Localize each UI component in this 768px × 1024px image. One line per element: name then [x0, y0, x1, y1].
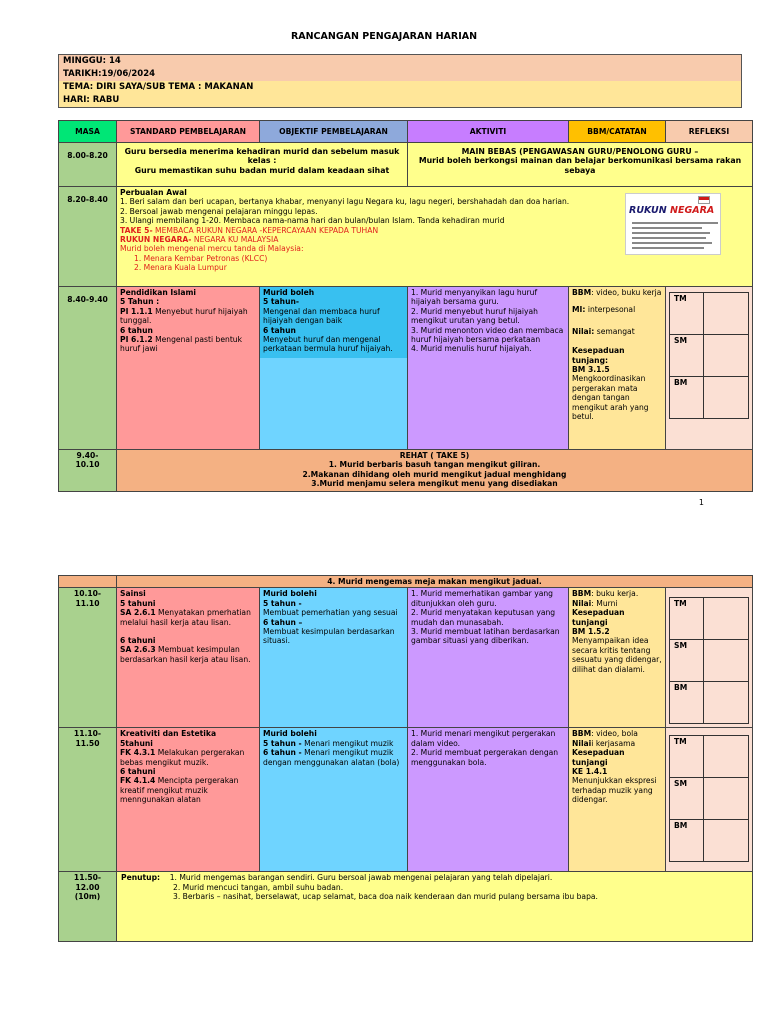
bbm-cell: BBM: buku kerja. Nilai: Murni Kesepaduan tunjangi BM 1.5.2 Menyampaikan idea secara kritis tentang sesuatu yang didengar, dilihat dan dialami.: [569, 588, 666, 728]
refleksi-tm: TM: [670, 293, 704, 335]
std-item: PI 6.1.2 Mengenal pasti bentuk huruf jawi: [120, 335, 243, 354]
perbualan-item: 1. Beri salam dan beri ucapan, bertanya khabar, menyanyi lagu Negara ku, lagu negeri, bershahadah dan doa harian.: [120, 197, 570, 207]
refleksi-grid: [669, 735, 749, 862]
page-number: 1: [698, 498, 704, 507]
take5-line: TAKE 5- MEMBACA RUKUN NEGARA -KEPERCAYAAN KEPADA TUHAN: [120, 225, 379, 235]
kesepaduan-code: BM 3.1.5: [572, 365, 610, 375]
perbualan-item: 2. Bersoal jawab mengenai pelajaran minggu lepas.: [120, 206, 318, 216]
aktiviti-item: 1. Murid memerhatikan gambar yang ditunjukkan oleh guru.: [411, 589, 553, 608]
age-label: 5 tahuni: [120, 598, 156, 608]
col-header-aktiviti: AKTIVITI: [408, 121, 569, 143]
refleksi-grid: [669, 597, 749, 724]
page-title: RANCANGAN PENGAJARAN HARIAN: [290, 31, 478, 42]
age-label: 6 tahun –: [263, 617, 303, 627]
objektif-text: Menyebut huruf dan mengenal perkataan bermula huruf hijaiyah.: [263, 335, 393, 354]
tema-text: TEMA: DIRI SAYA/SUB TEMA : MAKANAN: [59, 81, 741, 94]
kesepaduan-label: Kesepaduan tunjangi: [572, 748, 625, 767]
time-cell: 9.40- 10.10: [59, 450, 117, 492]
penutup-content: [117, 872, 753, 942]
aktiviti-item: 4. Murid menulis huruf hijaiyah.: [411, 344, 532, 354]
col-header-bbm: BBM/CATATAN: [569, 121, 666, 143]
refleksi-cell: [666, 588, 753, 728]
row1-left: [117, 143, 408, 187]
rehat-content: [117, 450, 753, 492]
subject-title: Kreativiti dan Estetika: [120, 729, 217, 739]
standard-cell: [117, 287, 260, 450]
col-header-masa: MASA: [59, 121, 117, 143]
objektif-cell: [260, 287, 408, 450]
aktiviti-cell: [408, 287, 569, 450]
time-cell: 10.10- 11.10: [59, 588, 117, 728]
objektif-text: Membuat kesimpulan berdasarkan situasi.: [263, 627, 395, 646]
perbualan-heading: Perbualan Awal: [120, 188, 187, 197]
age-label: 5 tahun -: [263, 598, 302, 608]
list-item: 1. Menara Kembar Petronas (KLCC): [134, 253, 268, 263]
banner-spacer: [59, 576, 117, 588]
aktiviti-cell: [408, 728, 569, 872]
rukun-negara-logo: [625, 193, 721, 255]
refleksi-bm: BM: [670, 377, 704, 419]
penutup-line: 2. Murid mencuci tangan, ambil suhu badan.: [173, 882, 344, 892]
kesepaduan-label: Kesepaduan tunjang:: [572, 346, 625, 365]
time-cell: 8.40-9.40: [59, 287, 117, 450]
lesson-table-page2: [58, 575, 753, 942]
bbm-cell: BBM: video, buku kerja MI: interpesonal Nilai: semangat Kesepaduan tunjang: BM 3.1.5 Mengkoordinasikan pergerakan mata dengan tangan mengikut arah yang betul.: [569, 287, 666, 450]
refleksi-cell: [666, 287, 753, 450]
refleksi-grid: [669, 292, 749, 419]
objektif-text: Membuat pemerhatian yang sesuai: [263, 608, 398, 618]
time-cell: 8.00-8.20: [59, 143, 117, 187]
time-cell: 11.10- 11.50: [59, 728, 117, 872]
row4-banner: 4. Murid mengemas meja makan mengikut jadual.: [117, 576, 753, 588]
rukun-negara-line: RUKUN NEGARA- NEGARA KU MALAYSIA: [120, 235, 279, 245]
objektif-title: Murid boleh: [263, 288, 315, 297]
kesepaduan-text: Mengkoordinasikan pergerakan mata dengan tangan mengikut arah yang betul.: [572, 374, 649, 422]
col-header-objektif: OBJEKTIF PEMBELAJARAN: [260, 121, 408, 143]
objektif-cell: Murid bolehi 5 tahun - Menari mengikut muzik 6 tahun - Menari mengikut muzik dengan menggunakan alatan (bola): [260, 728, 408, 872]
age-label: 5 Tahun :: [120, 297, 160, 307]
rehat-line: 2.Makanan dihidang oleh murid mengikut jadual menghidang: [302, 469, 567, 479]
col-header-standard: STANDARD PEMBELAJARAN: [117, 121, 260, 143]
header-block: [58, 54, 742, 108]
penutup-line: 1. Murid mengemas barangan sendiri. Guru bersoal jawab mengenai pelajaran yang telah dipelajari.: [169, 873, 553, 883]
mercu-list: [120, 254, 749, 273]
objektif-cell: [260, 588, 408, 728]
list-item: 2. Menara Kuala Lumpur: [134, 263, 227, 273]
row1-left-line2: Guru memastikan suhu badan murid dalam keadaan sihat: [134, 165, 390, 175]
age-label: 6 tahun: [120, 325, 153, 335]
kesepaduan-code: BM 1.5.2: [572, 627, 610, 637]
kesepaduan-text: Menyampaikan idea secara kritis tentang sesuatu yang didengar, dilihat dan dialami.: [572, 636, 662, 674]
rukun-negara-logo-text: RUKUN NEGARA: [629, 205, 715, 216]
age-label: 6 tahuni: [120, 636, 156, 646]
aktiviti-item: 2. Murid menyebut huruf hijaiyah mengikut urutan yang betul.: [411, 306, 538, 326]
age-label: 5 tahun-: [263, 297, 300, 307]
mercu-line: Murid boleh mengenal mercu tanda di Malaysia:: [120, 244, 304, 254]
aktiviti-item: 3. Murid membuat latihan berdasarkan gambar situasi yang diberikan.: [411, 627, 560, 646]
objektif-text: Mengenal dan membaca huruf hijaiyah dengan baik: [263, 306, 380, 326]
refleksi-sm: SM: [670, 778, 704, 820]
rehat-line: 3.Murid menjamu selera mengikut menu yang disediakan: [311, 479, 558, 489]
perbualan-item: 3. Ulangi membilang 1-20. Membaca nama-nama hari dan bulan/bulan Islam. Tanda kehadiran murid: [120, 216, 505, 226]
age-label: 5tahuni: [120, 738, 153, 748]
rehat-title: REHAT ( TAKE 5): [399, 451, 470, 460]
age-label: 6 tahun: [263, 325, 296, 335]
refleksi-tm: TM: [670, 736, 704, 778]
kesepaduan-code: KE 1.4.1: [572, 767, 608, 777]
row1-right-line2: Murid boleh berkongsi mainan dan belajar berkomunikasi bersama rakan sebaya: [418, 156, 742, 175]
time-cell: 11.50- 12.00 (10m): [59, 872, 117, 942]
tarikh-text: TARIKH:19/06/2024: [59, 68, 741, 81]
aktiviti-cell: [408, 588, 569, 728]
minggu-text: MINGGU: 14: [59, 55, 741, 68]
refleksi-sm: SM: [670, 640, 704, 682]
objektif-title: Murid bolehi: [263, 589, 317, 599]
aktiviti-item: 2. Murid membuat pergerakan dengan menggunakan bola.: [411, 748, 559, 767]
bbm-cell: BBM: video, bola Nilaii kerjasama Kesepaduan tunjangi KE 1.4.1 Menunjukkan ekspresi terhadap muzik yang didengar.: [569, 728, 666, 872]
refleksi-tm: TM: [670, 598, 704, 640]
row1-right: [408, 143, 753, 187]
rehat-line: 1. Murid berbaris basuh tangan mengikut giliran.: [328, 460, 541, 470]
objektif-title: Murid bolehi: [263, 729, 317, 739]
refleksi-bm: BM: [670, 820, 704, 862]
standard-cell: Sainsi 5 tahuni SA 2.6.1 Menyatakan pmerhatian melalui hasil kerja atau lisan. 6 tahuni SA 2.6.3 Membuat kesimpulan berdasarkan hasil kerja atau lisan.: [117, 588, 260, 728]
hari-text: HARI: RABU: [59, 94, 741, 107]
row1-right-line1: MAIN BEBAS (PENGAWASAN GURU/PENOLONG GURU –: [461, 147, 699, 156]
col-header-refleksi: REFLEKSI: [666, 121, 753, 143]
kesepaduan-text: Menunjukkan ekspresi terhadap muzik yang didengar.: [572, 776, 657, 805]
aktiviti-item: 2. Murid menyatakan keputusan yang mudah dan munasabah.: [411, 608, 556, 627]
subject-title: Pendidikan Islami: [120, 288, 197, 297]
flag-icon: [698, 196, 710, 204]
penutup-label: Penutup:: [121, 873, 161, 883]
refleksi-bm: BM: [670, 682, 704, 724]
standard-cell: Kreativiti dan Estetika 5tahuni FK 4.3.1 Melakukan pergerakan bebas mengikut muzik. 6 tahuni FK 4.1.4 Mencipta pergerakan kreatif mengikut muzik menngunakan alatan: [117, 728, 260, 872]
kesepaduan-label: Kesepaduan tunjangi: [572, 608, 625, 627]
age-label: 6 tahuni: [120, 767, 156, 777]
penutup-line: 3. Berbaris – nasihat, berselawat, ucap selamat, baca doa naik kenderaan dan murid pulang bersama ibu bapa.: [173, 892, 598, 902]
aktiviti-item: 3. Murid menonton video dan membaca huruf hijaiyah bersama perkataan: [411, 325, 564, 345]
objektif-box: [260, 287, 407, 358]
subject-title: Sainsi: [120, 589, 146, 599]
aktiviti-item: 1. Murid menyanyikan lagu huruf hijaiyah bersama guru.: [411, 288, 538, 307]
time-cell: 8.20-8.40: [59, 187, 117, 287]
row1-left-line1: Guru bersedia menerima kehadiran murid dan sebelum masuk kelas :: [124, 147, 400, 166]
aktiviti-item: 1. Murid menari mengikut pergerakan dalam video.: [411, 729, 556, 748]
refleksi-sm: SM: [670, 335, 704, 377]
std-item: PI 1.1.1 Menyebut huruf hijaiyah tunggal.: [120, 306, 248, 326]
refleksi-cell: [666, 728, 753, 872]
lesson-table-page1: [58, 120, 753, 492]
